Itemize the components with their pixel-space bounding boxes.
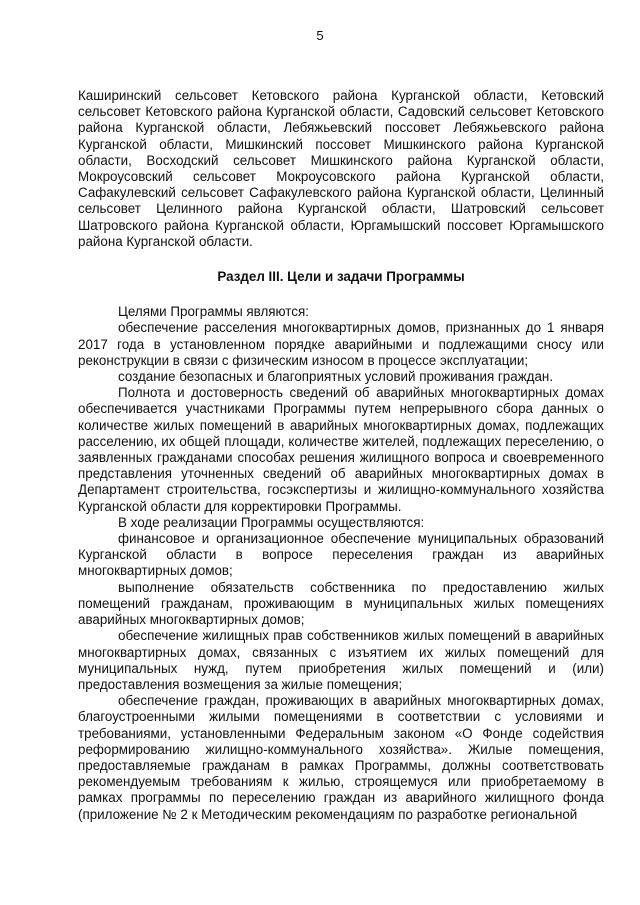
paragraph: обеспечение граждан, проживающих в аварийных многоквартирных домах, благоустроенными жилыми помещениями в соответствии с условиями и требованиями, установленными Федеральным законом «О Фонде содействия реформированию жилищно-коммунального хозяйства». Жилые помещения, предоставляемые гражданам в рамках Программы, должны соответствовать рекомендуемым требованиям к жилью, строящемуся или приобретаемому в рамках программы по переселению граждан из аварийного жилищного фонда (приложение № 2 к Методическим рекомендациям по разработке региональной xyxy=(78,693,604,822)
document-body xyxy=(78,88,604,823)
paragraph: обеспечение жилищных прав собственников жилых помещений в аварийных многоквартирных домах, связанных с изъятием их жилых помещений для муниципальных нужд, путем приобретения жилых помещений и (или) предоставления возмещения за жилые помещения; xyxy=(78,628,604,692)
paragraph: выполнение обязательств собственника по предоставлению жилых помещений гражданам, проживающим в муниципальных жилых помещениях аварийных многоквартирных домов; xyxy=(78,579,604,628)
page-number: 5 xyxy=(316,28,324,43)
paragraph: В ходе реализации Программы осуществляются: xyxy=(118,514,425,530)
paragraph: Целями Программы являются: xyxy=(118,304,309,320)
paragraph: финансовое и организационное обеспечение муниципальных образований Курганской области в вопросе переселения граждан из аварийных многоквартирных домов; xyxy=(78,531,604,579)
section-heading: Раздел III. Цели и задачи Программы xyxy=(217,269,465,285)
paragraph: Полнота и достоверность сведений об аварийных многоквартирных домах обеспечивается участниками Программы путем непрерывного сбора данных о количестве жилых помещений в аварийных многоквартирных домах, подлежащих расселению, их общей площади, количестве жителей, подлежащих переселению, о заявленных гражданами способах решения жилищного вопроса и своевременного представления уточненных сведений об аварийных многоквартирных домах в Департамент строительства, госэкспертизы и жилищно-коммунального хозяйства Курганской области для корректировки Программы. xyxy=(78,385,604,514)
paragraph: создание безопасных и благоприятных условий проживания граждан. xyxy=(118,369,554,385)
paragraph-municipalities-list: Каширинский сельсовет Кетовского района Курганской области, Кетовский сельсовет Кетовского района Курганской области, Садовский сельсовет Кетовского района Курганской области, Лебяжьевский поссовет Лебяжьевского района Курганской области, Мишкинский поссовет Мишкинского района Курганской области, Восходский сельсовет Мишкинского района Курганской области, Мокроусовский сельсовет Мокроусовского района Курганской области, Сафакулевский сельсовет Сафакулевского района Курганской области, Целинный сельсовет Целинного района Курганской области, Шатровский сельсовет Шатровского района Курганской области, Юргамышский поссовет Юргамышского района Курганской области. xyxy=(78,88,604,249)
paragraph: обеспечение расселения многоквартирных домов, признанных до 1 января 2017 года в установленном порядке аварийными и подлежащими сносу или реконструкции в связи с физическим износом в процессе эксплуатации; xyxy=(78,320,604,368)
